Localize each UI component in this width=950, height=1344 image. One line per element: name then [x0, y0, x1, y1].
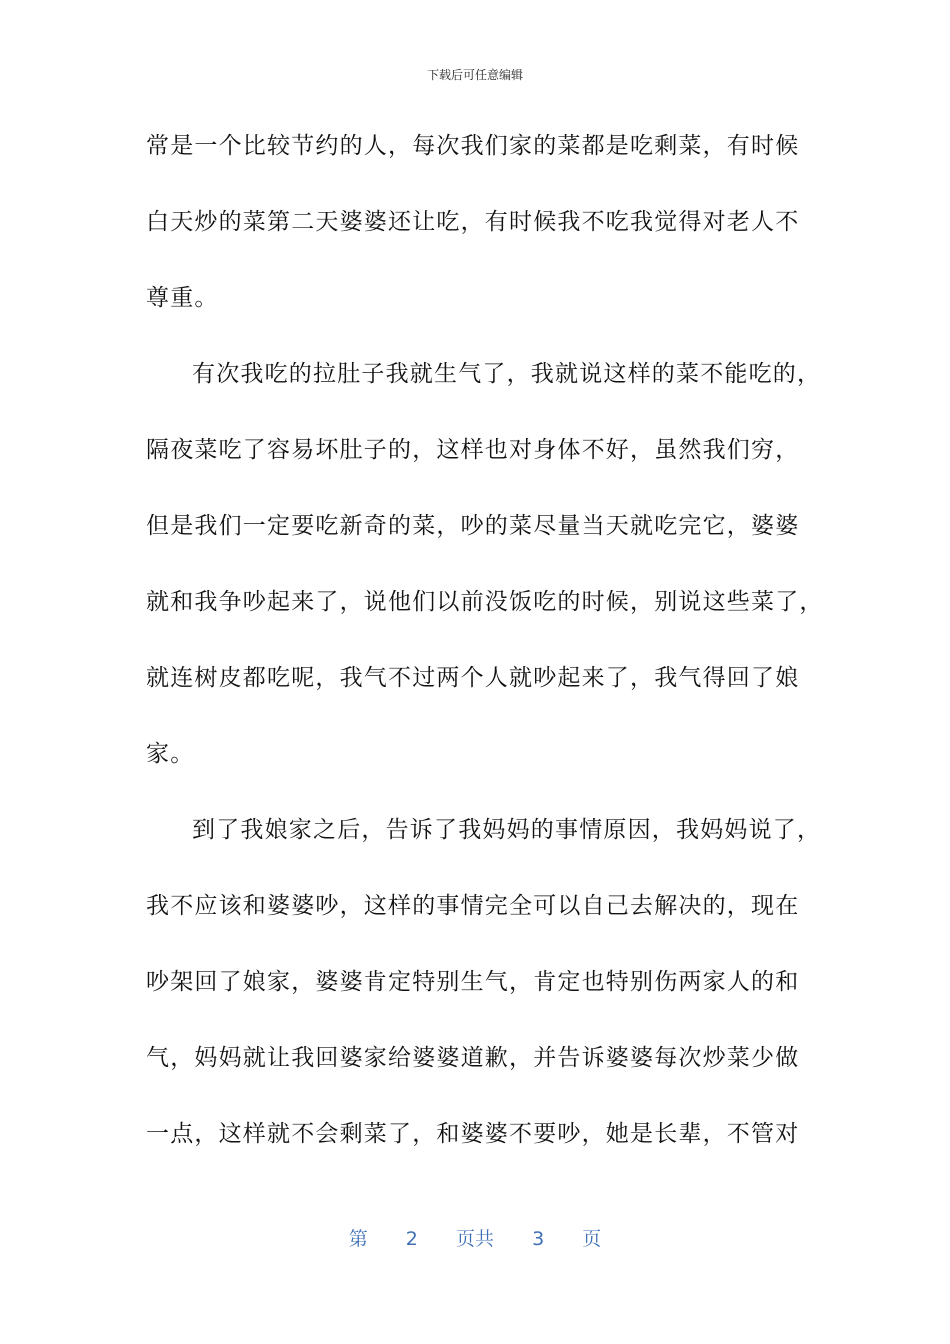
- text-line-11: 我不应该和婆婆吵，这样的事情完全可以自己去解决的，现在: [146, 893, 800, 919]
- footer-suffix: 页: [582, 1228, 602, 1250]
- text-line-3: 尊重。: [146, 285, 219, 311]
- text-line-5: 隔夜菜吃了容易坏肚子的，这样也对身体不好，虽然我们穷，: [146, 437, 800, 463]
- text-line-14: 一点，这样就不会剩菜了，和婆婆不要吵，她是长辈，不管对: [146, 1121, 800, 1147]
- text-line-2: 白天炒的菜第二天婆婆还让吃，有时候我不吃我觉得对老人不: [146, 209, 800, 235]
- text-line-13: 气，妈妈就让我回婆家给婆婆道歉，并告诉婆婆每次炒菜少做: [146, 1045, 800, 1071]
- footer-prefix: 第: [348, 1228, 368, 1250]
- text-line-7: 就和我争吵起来了，说他们以前没饭吃的时候，别说这些菜了，: [146, 589, 824, 615]
- text-line-12: 吵架回了娘家，婆婆肯定特别生气，肯定也特别伤两家人的和: [146, 969, 800, 995]
- body-text: [146, 126, 824, 1190]
- page-footer: [0, 1226, 950, 1252]
- text-line-10: 到了我娘家之后，告诉了我妈妈的事情原因，我妈妈说了，: [192, 817, 822, 843]
- footer-total-pages: 3: [532, 1228, 545, 1250]
- text-line-6: 但是我们一定要吃新奇的菜，吵的菜尽量当天就吃完它，婆婆: [146, 513, 800, 539]
- text-line-9: 家。: [146, 741, 195, 767]
- text-line-4: 有次我吃的拉肚子我就生气了，我就说这样的菜不能吃的，: [192, 361, 822, 387]
- text-line-1: 常是一个比较节约的人，每次我们家的菜都是吃剩菜，有时候: [146, 133, 800, 159]
- footer-current-page: 2: [405, 1228, 418, 1250]
- text-line-8: 就连树皮都吃呢，我气不过两个人就吵起来了，我气得回了娘: [146, 665, 800, 691]
- footer-middle: 页共: [455, 1228, 494, 1250]
- page-header-note: 下载后可任意编辑: [426, 68, 523, 82]
